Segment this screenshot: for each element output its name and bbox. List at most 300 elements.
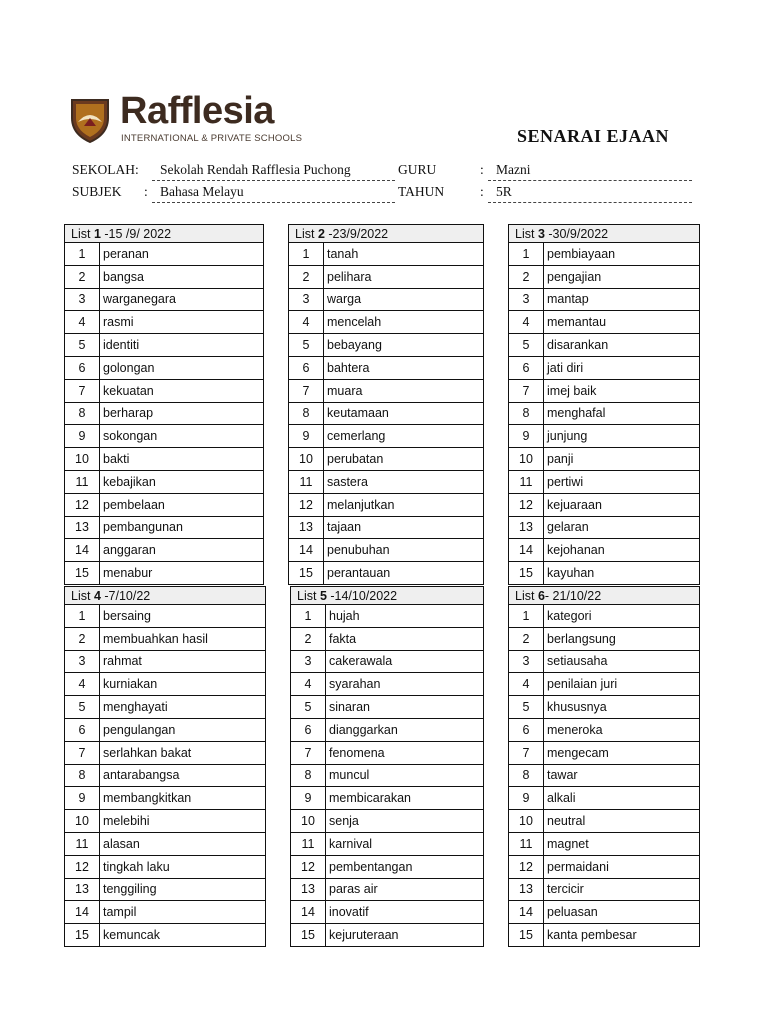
- table-row: [291, 901, 484, 924]
- row-number: 1: [65, 243, 100, 266]
- table-row: [509, 787, 700, 810]
- spelling-word: bakti: [100, 448, 264, 471]
- row-number: 7: [509, 741, 544, 764]
- spelling-word: kejuruteraan: [326, 924, 484, 947]
- row-number: 12: [509, 855, 544, 878]
- row-number: 15: [291, 924, 326, 947]
- table-row: [509, 605, 700, 628]
- table-row: [289, 448, 484, 471]
- list-header-number: 5: [319, 588, 327, 603]
- tahun-label: TAHUN: [398, 184, 445, 199]
- table-row: [65, 493, 264, 516]
- list-header-date: -15 /9/ 2022: [100, 226, 172, 241]
- row-number: 6: [65, 356, 100, 379]
- row-number: 8: [509, 764, 544, 787]
- row-number: 14: [291, 901, 326, 924]
- row-number: 15: [65, 924, 100, 947]
- table-row: [289, 493, 484, 516]
- row-number: 5: [65, 696, 100, 719]
- row-number: 7: [289, 379, 324, 402]
- table-row: [289, 402, 484, 425]
- row-number: 11: [509, 470, 544, 493]
- spelling-word: golongan: [100, 356, 264, 379]
- list-header-date: -14/10/2022: [326, 588, 398, 603]
- table-row: [289, 425, 484, 448]
- table-row: [65, 516, 264, 539]
- row-number: 2: [509, 627, 544, 650]
- row-number: 11: [65, 470, 100, 493]
- table-row: [289, 356, 484, 379]
- table-row: [509, 627, 700, 650]
- row-number: 13: [291, 878, 326, 901]
- table-row: [289, 516, 484, 539]
- row-number: 1: [289, 243, 324, 266]
- spelling-word: dianggarkan: [326, 718, 484, 741]
- spelling-word: pengajian: [544, 265, 700, 288]
- table-row: [509, 673, 700, 696]
- row-number: 15: [65, 562, 100, 585]
- spelling-word: alasan: [100, 832, 266, 855]
- row-number: 12: [291, 855, 326, 878]
- table-row: [291, 673, 484, 696]
- subjek-colon: :: [144, 184, 148, 199]
- guru-label: GURU: [398, 162, 437, 177]
- spelling-word: membangkitkan: [100, 787, 266, 810]
- table-row: [509, 402, 700, 425]
- table-row: [291, 832, 484, 855]
- table-row: [65, 311, 264, 334]
- spelling-word: cakerawala: [326, 650, 484, 673]
- row-number: 2: [291, 627, 326, 650]
- row-number: 7: [65, 379, 100, 402]
- table-row: [289, 311, 484, 334]
- row-number: 2: [509, 265, 544, 288]
- row-number: 6: [509, 356, 544, 379]
- spelling-word: pembangunan: [100, 516, 264, 539]
- row-number: 10: [65, 810, 100, 833]
- spelling-word: kayuhan: [544, 562, 700, 585]
- school-logo: [68, 90, 308, 146]
- brand-name: Rafflesia: [120, 90, 274, 132]
- row-number: 11: [289, 470, 324, 493]
- row-number: 8: [65, 764, 100, 787]
- table-row: [509, 832, 700, 855]
- spelling-word: sinaran: [326, 696, 484, 719]
- crest-icon: [68, 96, 112, 144]
- table-row: [65, 650, 266, 673]
- row-number: 10: [509, 810, 544, 833]
- table-row: [289, 334, 484, 357]
- row-number: 4: [65, 311, 100, 334]
- table-row: [291, 718, 484, 741]
- table-row: [509, 810, 700, 833]
- row-number: 15: [509, 562, 544, 585]
- list-header-number: 2: [317, 226, 325, 241]
- row-number: 3: [291, 650, 326, 673]
- info-sekolah-row: [72, 162, 702, 182]
- table-row: [65, 470, 264, 493]
- table-row: [509, 288, 700, 311]
- table-row: [509, 924, 700, 947]
- row-number: 7: [65, 741, 100, 764]
- table-row: [509, 379, 700, 402]
- table-row: [289, 288, 484, 311]
- list-header-number: 1: [93, 226, 101, 241]
- table-row: [65, 787, 266, 810]
- spelling-word: tampil: [100, 901, 266, 924]
- spelling-word: jati diri: [544, 356, 700, 379]
- page-title: SENARAI EJAAN: [517, 126, 670, 146]
- table-row: [65, 673, 266, 696]
- row-number: 1: [509, 243, 544, 266]
- row-number: 13: [509, 878, 544, 901]
- table-row: [289, 539, 484, 562]
- spelling-word: melanjutkan: [324, 493, 484, 516]
- spelling-word: rahmat: [100, 650, 266, 673]
- spelling-word: menghayati: [100, 696, 266, 719]
- row-number: 3: [65, 650, 100, 673]
- spelling-word: mencelah: [324, 311, 484, 334]
- spelling-word: paras air: [326, 878, 484, 901]
- table-row: [509, 470, 700, 493]
- row-number: 14: [65, 901, 100, 924]
- table-row: [291, 741, 484, 764]
- spelling-word: tenggiling: [100, 878, 266, 901]
- table-row: [291, 787, 484, 810]
- list-4-table: [64, 586, 266, 947]
- spelling-word: imej baik: [544, 379, 700, 402]
- row-number: 11: [65, 832, 100, 855]
- table-row: [291, 924, 484, 947]
- spelling-word: menabur: [100, 562, 264, 585]
- row-number: 13: [65, 878, 100, 901]
- row-number: 12: [65, 855, 100, 878]
- table-row: [289, 379, 484, 402]
- spelling-word: pembiayaan: [544, 243, 700, 266]
- spelling-word: inovatif: [326, 901, 484, 924]
- spelling-word: membicarakan: [326, 787, 484, 810]
- spelling-word: khususnya: [544, 696, 700, 719]
- table-row: [509, 855, 700, 878]
- list-header: [65, 587, 266, 605]
- table-row: [291, 650, 484, 673]
- row-number: 7: [509, 379, 544, 402]
- row-number: 1: [509, 605, 544, 628]
- spelling-word: pembentangan: [326, 855, 484, 878]
- row-number: 3: [65, 288, 100, 311]
- table-row: [509, 562, 700, 585]
- row-number: 12: [289, 493, 324, 516]
- spelling-word: peluasan: [544, 901, 700, 924]
- spelling-word: karnival: [326, 832, 484, 855]
- spelling-word: mengecam: [544, 741, 700, 764]
- row-number: 1: [65, 605, 100, 628]
- spelling-word: pembelaan: [100, 493, 264, 516]
- spelling-word: muncul: [326, 764, 484, 787]
- row-number: 9: [509, 787, 544, 810]
- spelling-word: cemerlang: [324, 425, 484, 448]
- table-row: [509, 493, 700, 516]
- table-row: [289, 470, 484, 493]
- table-row: [65, 855, 266, 878]
- table-row: [289, 243, 484, 266]
- list-header-date: -7/10/22: [100, 588, 151, 603]
- row-number: 4: [65, 673, 100, 696]
- spelling-word: rasmi: [100, 311, 264, 334]
- spelling-word: melebihi: [100, 810, 266, 833]
- spelling-word: disarankan: [544, 334, 700, 357]
- table-row: [509, 425, 700, 448]
- spelling-word: hujah: [326, 605, 484, 628]
- spelling-word: perubatan: [324, 448, 484, 471]
- table-row: [65, 764, 266, 787]
- spelling-word: berlangsung: [544, 627, 700, 650]
- list-header-prefix: List: [295, 226, 318, 241]
- row-number: 11: [509, 832, 544, 855]
- spelling-word: membuahkan hasil: [100, 627, 266, 650]
- row-number: 2: [65, 265, 100, 288]
- list-header-date: -30/9/2022: [544, 226, 609, 241]
- row-number: 9: [291, 787, 326, 810]
- table-row: [509, 334, 700, 357]
- table-row: [291, 627, 484, 650]
- row-number: 3: [509, 288, 544, 311]
- spelling-word: magnet: [544, 832, 700, 855]
- list-header: [289, 225, 484, 243]
- table-row: [509, 696, 700, 719]
- spelling-word: gelaran: [544, 516, 700, 539]
- table-row: [291, 764, 484, 787]
- spelling-word: kejuaraan: [544, 493, 700, 516]
- spelling-word: kategori: [544, 605, 700, 628]
- table-row: [289, 265, 484, 288]
- row-number: 4: [289, 311, 324, 334]
- table-row: [509, 243, 700, 266]
- table-row: [65, 425, 264, 448]
- row-number: 14: [509, 539, 544, 562]
- row-number: 4: [509, 673, 544, 696]
- list-header-prefix: List: [515, 588, 538, 603]
- spelling-word: memantau: [544, 311, 700, 334]
- row-number: 10: [509, 448, 544, 471]
- spelling-word: bahtera: [324, 356, 484, 379]
- spelling-word: warga: [324, 288, 484, 311]
- spelling-word: kejohanan: [544, 539, 700, 562]
- list-header: [65, 225, 264, 243]
- table-row: [509, 448, 700, 471]
- row-number: 9: [65, 787, 100, 810]
- table-row: [291, 605, 484, 628]
- row-number: 5: [509, 334, 544, 357]
- table-row: [65, 539, 264, 562]
- spelling-word: pertiwi: [544, 470, 700, 493]
- row-number: 13: [289, 516, 324, 539]
- list-header: [509, 587, 700, 605]
- table-row: [291, 696, 484, 719]
- spelling-word: setiausaha: [544, 650, 700, 673]
- spelling-word: pengulangan: [100, 718, 266, 741]
- row-number: 1: [291, 605, 326, 628]
- spelling-word: tanah: [324, 243, 484, 266]
- spelling-word: panji: [544, 448, 700, 471]
- table-row: [65, 878, 266, 901]
- spelling-word: kemuncak: [100, 924, 266, 947]
- list-header-prefix: List: [71, 226, 94, 241]
- spelling-word: peranan: [100, 243, 264, 266]
- guru-colon: :: [480, 162, 484, 177]
- spelling-word: fakta: [326, 627, 484, 650]
- row-number: 9: [289, 425, 324, 448]
- spelling-word: tercicir: [544, 878, 700, 901]
- spelling-word: antarabangsa: [100, 764, 266, 787]
- row-number: 8: [289, 402, 324, 425]
- row-number: 10: [65, 448, 100, 471]
- spelling-word: senja: [326, 810, 484, 833]
- row-number: 5: [289, 334, 324, 357]
- table-row: [509, 878, 700, 901]
- table-row: [65, 448, 264, 471]
- row-number: 11: [291, 832, 326, 855]
- row-number: 14: [289, 539, 324, 562]
- spelling-word: muara: [324, 379, 484, 402]
- spelling-word: menghafal: [544, 402, 700, 425]
- spelling-word: tajaan: [324, 516, 484, 539]
- table-row: [65, 901, 266, 924]
- subjek-label: SUBJEK: [72, 184, 122, 199]
- list-header-number: 4: [93, 588, 101, 603]
- sekolah-value: Sekolah Rendah Rafflesia Puchong: [152, 162, 395, 181]
- table-row: [65, 243, 264, 266]
- spelling-word: kebajikan: [100, 470, 264, 493]
- row-number: 5: [291, 696, 326, 719]
- guru-value: Mazni: [488, 162, 692, 181]
- list-6-table: [508, 586, 700, 947]
- row-number: 14: [509, 901, 544, 924]
- spelling-word: bersaing: [100, 605, 266, 628]
- spelling-word: bangsa: [100, 265, 264, 288]
- row-number: 6: [65, 718, 100, 741]
- row-number: 13: [65, 516, 100, 539]
- row-number: 10: [289, 448, 324, 471]
- list-header-prefix: List: [71, 588, 94, 603]
- list-header-number: 6: [537, 588, 545, 603]
- table-row: [65, 356, 264, 379]
- table-row: [65, 627, 266, 650]
- row-number: 10: [291, 810, 326, 833]
- row-number: 4: [509, 311, 544, 334]
- table-row: [509, 356, 700, 379]
- list-header-number: 3: [537, 226, 545, 241]
- row-number: 8: [291, 764, 326, 787]
- row-number: 3: [289, 288, 324, 311]
- list-5-table: [290, 586, 484, 947]
- table-row: [509, 741, 700, 764]
- list-3-table: [508, 224, 700, 585]
- row-number: 9: [65, 425, 100, 448]
- spelling-word: pelihara: [324, 265, 484, 288]
- list-header-date: - 21/10/22: [544, 588, 602, 603]
- spelling-word: sokongan: [100, 425, 264, 448]
- spelling-word: junjung: [544, 425, 700, 448]
- table-row: [65, 562, 264, 585]
- spelling-word: warganegara: [100, 288, 264, 311]
- table-row: [65, 696, 266, 719]
- spelling-word: penilaian juri: [544, 673, 700, 696]
- tahun-value: 5R: [488, 184, 692, 203]
- spelling-word: serlahkan bakat: [100, 741, 266, 764]
- spelling-word: syarahan: [326, 673, 484, 696]
- row-number: 4: [291, 673, 326, 696]
- table-row: [509, 718, 700, 741]
- row-number: 13: [509, 516, 544, 539]
- table-row: [65, 810, 266, 833]
- row-number: 5: [509, 696, 544, 719]
- info-subjek-row: [72, 184, 702, 204]
- spelling-word: anggaran: [100, 539, 264, 562]
- list-header-date: -23/9/2022: [324, 226, 389, 241]
- list-2-table: [288, 224, 484, 585]
- row-number: 8: [65, 402, 100, 425]
- table-row: [509, 901, 700, 924]
- table-row: [289, 562, 484, 585]
- spelling-word: tawar: [544, 764, 700, 787]
- row-number: 8: [509, 402, 544, 425]
- table-row: [291, 878, 484, 901]
- list-1-table: [64, 224, 264, 585]
- spelling-word: alkali: [544, 787, 700, 810]
- sekolah-label: SEKOLAH:: [72, 162, 139, 177]
- table-row: [65, 832, 266, 855]
- table-row: [509, 764, 700, 787]
- spelling-word: keutamaan: [324, 402, 484, 425]
- spelling-word: identiti: [100, 334, 264, 357]
- spelling-word: kurniakan: [100, 673, 266, 696]
- row-number: 6: [291, 718, 326, 741]
- table-row: [509, 650, 700, 673]
- row-number: 3: [509, 650, 544, 673]
- table-row: [509, 265, 700, 288]
- row-number: 6: [509, 718, 544, 741]
- table-row: [65, 605, 266, 628]
- table-row: [65, 924, 266, 947]
- row-number: 12: [65, 493, 100, 516]
- table-row: [65, 741, 266, 764]
- table-row: [65, 379, 264, 402]
- row-number: 2: [65, 627, 100, 650]
- row-number: 14: [65, 539, 100, 562]
- table-row: [509, 516, 700, 539]
- spelling-word: penubuhan: [324, 539, 484, 562]
- spelling-word: meneroka: [544, 718, 700, 741]
- table-row: [65, 402, 264, 425]
- table-row: [65, 718, 266, 741]
- table-row: [65, 288, 264, 311]
- row-number: 5: [65, 334, 100, 357]
- spelling-word: perantauan: [324, 562, 484, 585]
- spelling-word: neutral: [544, 810, 700, 833]
- spelling-word: mantap: [544, 288, 700, 311]
- spelling-word: kekuatan: [100, 379, 264, 402]
- table-row: [509, 539, 700, 562]
- table-row: [291, 810, 484, 833]
- spelling-word: fenomena: [326, 741, 484, 764]
- spelling-word: bebayang: [324, 334, 484, 357]
- spelling-word: sastera: [324, 470, 484, 493]
- row-number: 9: [509, 425, 544, 448]
- table-row: [509, 311, 700, 334]
- spelling-word: kanta pembesar: [544, 924, 700, 947]
- table-row: [291, 855, 484, 878]
